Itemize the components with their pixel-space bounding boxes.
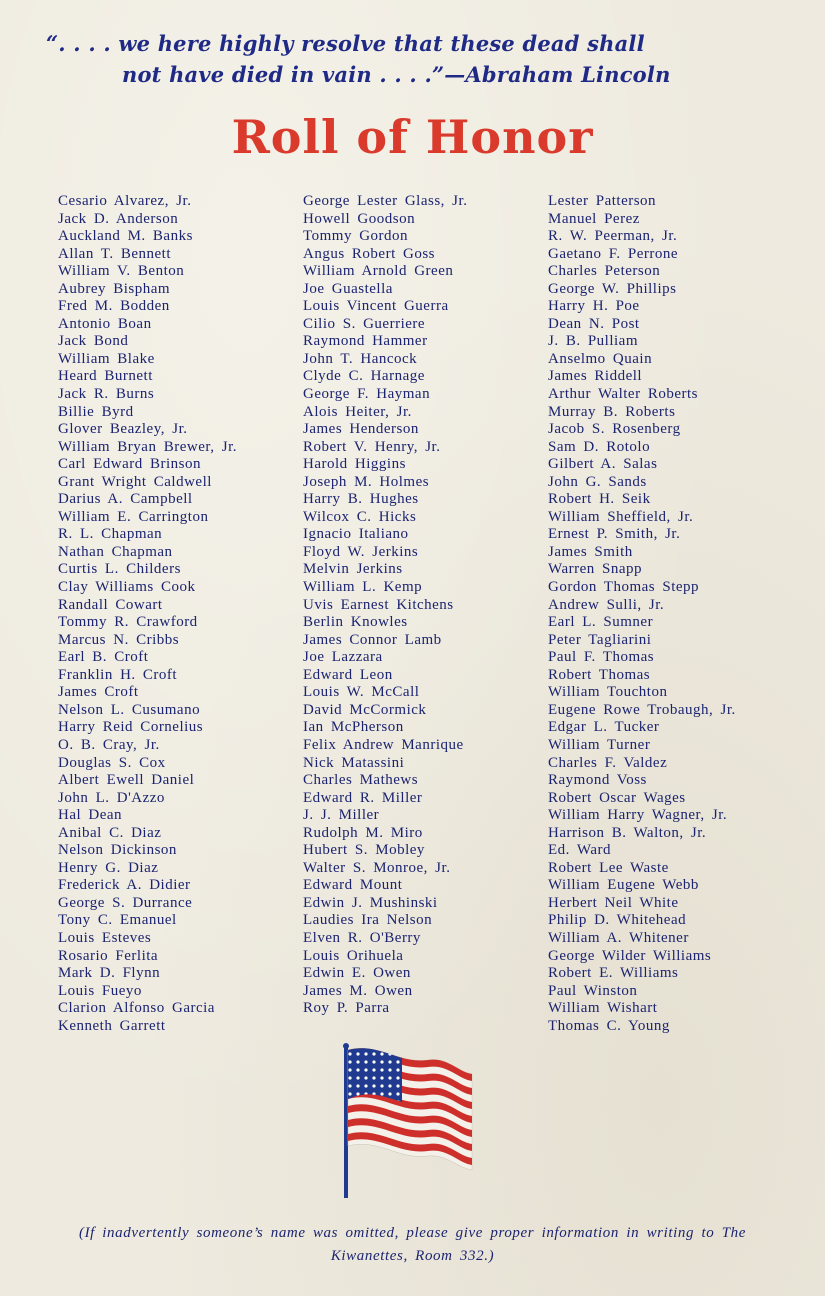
honor-name: Henry G. Diaz [58,859,159,876]
honor-name: Gaetano F. Perrone [548,245,679,262]
honor-name: Cilio S. Guerriere [303,315,426,332]
honor-name: Melvin Jerkins [303,561,403,578]
honor-name: Felix Andrew Manrique [303,736,464,753]
honor-name: Louis Vincent Guerra [303,298,449,315]
honor-name: Gordon Thomas Stepp [548,579,700,596]
honor-name: Ian McPherson [303,719,404,736]
honor-name: James Connor Lamb [303,631,442,648]
honor-name: Alois Heiter, Jr. [303,403,412,420]
honor-name: Wilcox C. Hicks [303,508,417,525]
honor-name: Peter Tagliarini [548,631,652,648]
honor-name: Nelson Dickinson [58,842,177,859]
honor-name: Edward R. Miller [303,789,423,806]
honor-name: Raymond Hammer [303,333,428,350]
honor-name: Floyd W. Jerkins [303,543,419,560]
honor-name: George F. Hayman [303,386,431,403]
honor-name: Darius A. Campbell [58,491,193,508]
honor-name: Ed. Ward [548,842,612,859]
honor-name: Grant Wright Caldwell [58,473,212,490]
honor-name: Roy P. Parra [303,1000,390,1017]
honor-name: Clyde C. Harnage [303,368,425,385]
honor-name: William Wishart [548,1000,658,1017]
honor-name: Rosario Ferlita [58,947,159,964]
honor-name: Nick Matassini [303,754,405,771]
honor-name: Edgar L. Tucker [548,719,660,736]
flag-cloth [348,1048,472,1170]
honor-name: Anselmo Quain [548,350,653,367]
honor-name: Heard Burnett [58,368,153,385]
honor-name: Dean N. Post [548,315,640,332]
honor-name: Gilbert A. Salas [548,456,658,473]
honor-name: R. L. Chapman [58,526,163,543]
quote-line-2: not have died in vain . . . .”—Abraham Lincoln [122,62,671,87]
honor-name: Randall Cowart [58,596,163,613]
honor-name: Jacob S. Rosenberg [548,421,681,438]
lincoln-quote [46,28,671,90]
honor-name: Philip D. Whitehead [548,912,687,929]
honor-name: William Sheffield, Jr. [548,508,694,525]
honor-name: William L. Kemp [303,579,423,596]
honor-name: Louis Orihuela [303,947,404,964]
honor-name: James Riddell [548,368,643,385]
honor-name: J. B. Pulliam [548,333,639,350]
honor-name: R. W. Peerman, Jr. [548,228,678,245]
honor-name: Berlin Knowles [303,614,408,631]
honor-name: Billie Byrd [58,403,134,420]
honor-name: Louis Esteves [58,929,152,946]
honor-name: William Harry Wagner, Jr. [548,807,728,824]
honor-name: Rudolph M. Miro [303,824,423,841]
honor-name: John L. D'Azzo [58,789,165,806]
honor-name: Edwin E. Owen [303,965,411,982]
honor-name: Anibal C. Diaz [58,824,162,841]
honor-name: Louis Fueyo [58,982,142,999]
honor-name: Fred M. Bodden [58,298,170,315]
honor-name: William A. Whitener [548,929,689,946]
honor-name: James Croft [58,684,139,701]
honor-name: William E. Carrington [58,508,209,525]
honor-name: Hubert S. Mobley [303,842,425,859]
honor-name: Tony C. Emanuel [58,912,177,929]
honor-name: Glover Beazley, Jr. [58,421,188,438]
honor-name: Harold Higgins [303,456,406,473]
honor-name: Mark D. Flynn [58,965,161,982]
us-flag-icon [338,1042,478,1202]
honor-name: Edward Leon [303,666,393,683]
honor-name: George Lester Glass, Jr. [303,193,468,209]
honor-name: Paul Winston [548,982,638,999]
honor-name: Jack D. Anderson [58,210,179,227]
honor-name: Murray B. Roberts [548,403,676,420]
honor-name: Carl Edward Brinson [58,456,201,473]
honor-name: Ernest P. Smith, Jr. [548,526,681,543]
honor-name: Aubrey Bispham [58,280,171,297]
honor-name: Hal Dean [58,807,123,824]
honor-name: Auckland M. Banks [58,228,193,245]
honor-name: Elven R. O'Berry [303,929,421,946]
honor-name: Lester Patterson [548,193,657,209]
names-column-2 [303,193,467,1018]
honor-name: Raymond Voss [548,772,647,789]
honor-name: James Henderson [303,421,419,438]
honor-name: Sam D. Rotolo [548,438,651,455]
honor-name: Tommy Gordon [303,228,409,245]
honor-name: George W. Phillips [548,280,677,297]
honor-name: Robert E. Williams [548,965,679,982]
honor-name: Clarion Alfonso Garcia [58,1000,215,1017]
honor-name: Walter S. Monroe, Jr. [303,859,451,876]
honor-name: James Smith [548,543,633,560]
honor-name: William Eugene Webb [548,877,699,894]
honor-name: Howell Goodson [303,210,416,227]
honor-name: Earl L. Sumner [548,614,654,631]
honor-name: Joe Lazzara [303,649,383,666]
honor-name: Harry H. Poe [548,298,640,315]
honor-name: Robert Lee Waste [548,859,669,876]
honor-name: William V. Benton [58,263,185,280]
honor-name: Edwin J. Mushinski [303,894,438,911]
honor-name: Warren Snapp [548,561,643,578]
page-title: Roll of Honor [231,110,594,164]
honor-name: Tommy R. Crawford [58,614,198,631]
honor-name: Robert Oscar Wages [548,789,686,806]
honor-name: Harry B. Hughes [303,491,419,508]
honor-name: Edward Mount [303,877,403,894]
honor-name: William Bryan Brewer, Jr. [58,438,238,455]
honor-name: Clay Williams Cook [58,579,196,596]
honor-name: Marcus N. Cribbs [58,631,180,648]
honor-name: Allan T. Bennett [58,245,172,262]
honor-name: Robert H. Seik [548,491,651,508]
honor-name: Jack R. Burns [58,386,155,403]
honor-name: Kenneth Garrett [58,1017,166,1034]
honor-name: Arthur Walter Roberts [548,386,698,403]
honor-name: William Blake [58,350,155,367]
honor-name: Robert Thomas [548,666,651,683]
honor-name: Franklin H. Croft [58,666,178,683]
honor-name: Herbert Neil White [548,894,679,911]
honor-name: Charles Mathews [303,772,419,789]
honor-name: Nelson L. Cusumano [58,701,201,718]
honor-name: Uvis Earnest Kitchens [303,596,454,613]
honor-name: Louis W. McCall [303,684,420,701]
honor-name: Angus Robert Goss [303,245,436,262]
honor-name: Frederick A. Didier [58,877,191,894]
names-column-1 [58,193,237,1035]
honor-name: Jack Bond [58,333,129,350]
honor-name: John T. Hancock [303,350,418,367]
honor-name: Joseph M. Holmes [303,473,430,490]
honor-name: George Wilder Williams [548,947,712,964]
honor-name: Andrew Sulli, Jr. [548,596,665,613]
flag-pole [344,1046,348,1198]
honor-name: Harry Reid Cornelius [58,719,204,736]
honor-name: Earl B. Croft [58,649,149,666]
honor-name: Manuel Perez [548,210,640,227]
quote-line-1: “. . . . we here highly resolve that these dead shall [46,31,645,56]
honor-name: O. B. Cray, Jr. [58,736,160,753]
honor-name: William Touchton [548,684,668,701]
honor-name: J. J. Miller [303,807,380,824]
honor-name: Charles Peterson [548,263,661,280]
honor-name: Douglas S. Cox [58,754,166,771]
honor-name: Eugene Rowe Trobaugh, Jr. [548,701,736,718]
honor-name: Harrison B. Walton, Jr. [548,824,707,841]
honor-name: Ignacio Italiano [303,526,409,543]
honor-name: Curtis L. Childers [58,561,181,578]
honor-name: William Arnold Green [303,263,454,280]
honor-name: Robert V. Henry, Jr. [303,438,441,455]
honor-name: Cesario Alvarez, Jr. [58,193,192,209]
honor-name: Laudies Ira Nelson [303,912,433,929]
honor-name: Joe Guastella [303,280,393,297]
honor-name: Thomas C. Young [548,1017,670,1034]
honor-name: David McCormick [303,701,427,718]
honor-name: John G. Sands [548,473,647,490]
honor-name: Paul F. Thomas [548,649,655,666]
honor-name: Antonio Boan [58,315,152,332]
honor-name: James M. Owen [303,982,413,999]
honor-name: Nathan Chapman [58,543,173,560]
honor-name: Albert Ewell Daniel [58,772,195,789]
names-column-3 [548,193,736,1035]
honor-name: William Turner [548,736,651,753]
omission-footnote: (If inadvertently someone’s name was omitted, please give proper information in writing to The Kiwanettes, Room 332.) [78,1225,746,1264]
honor-name: George S. Durrance [58,894,193,911]
honor-name: Charles F. Valdez [548,754,668,771]
